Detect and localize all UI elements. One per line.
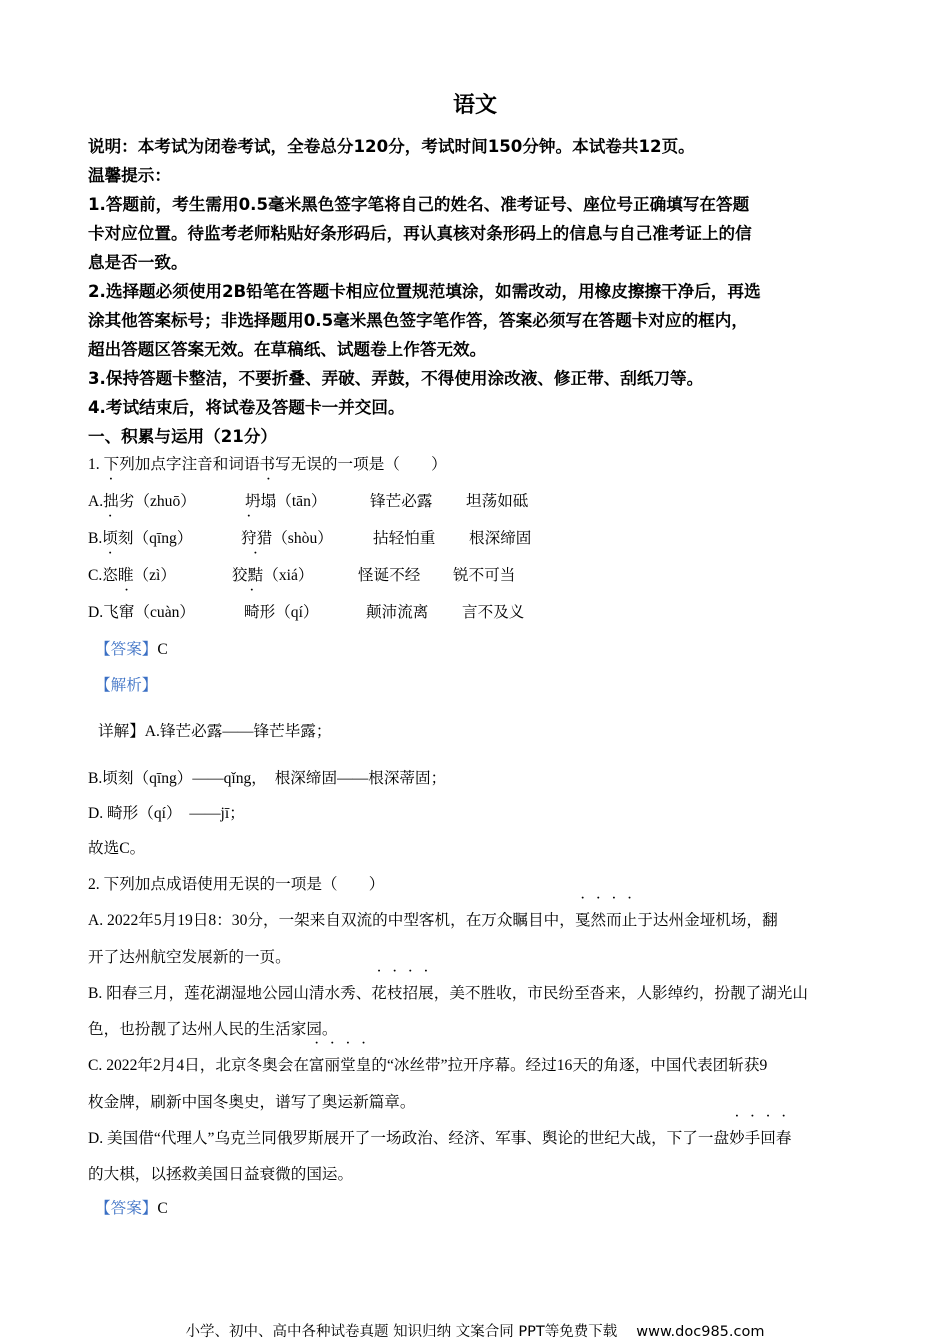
tip-4: 4.考试结束后，将试卷及答题卡一并交回。 [88, 398, 405, 417]
question-1-option-d [88, 595, 888, 631]
option-word: （cuàn） [134, 604, 196, 621]
question-2-answer [95, 1191, 168, 1227]
question-2-option-b-line-1: B. 阳春三月，莲花湖湿地公园山清水秀、花枝招展，美不胜收，市民纷至沓来，人影绰约，扮靓了湖光山 [88, 976, 808, 1012]
option-word: （tān） [276, 493, 327, 510]
answer-tag: 【答案】 [95, 641, 158, 658]
option-word: 形（qí） [259, 604, 319, 621]
option-idiom-2: 根深缔固 [469, 530, 532, 547]
tips-label: 温馨提示： [88, 166, 171, 185]
option-label: D. [88, 604, 104, 621]
dotted-char: 而 [606, 912, 622, 929]
dotted-char: 枝 [386, 985, 403, 1002]
dotted-idiom [575, 912, 637, 929]
tip-2-line-2: 涂其他答案标号；非选择题用0.5毫米黑色签字笔作答，答案必须写在答题卡对应的框内， [88, 311, 748, 330]
option-idiom-1: 怪诞不经 [358, 567, 421, 584]
option-label: C. [88, 567, 103, 584]
option-idiom-1: 颠沛流离 [366, 604, 429, 621]
footer-text: 小学、初中、高中各种试卷真题 知识归纳 文案合同 PPT等免费下载 www.doc985.com [185, 1324, 765, 1340]
tip-1-line-2: 卡对应位置。待监考老师粘贴好条形码后，再认真核对条形码上的信息与自己准考证上的信 [88, 224, 752, 243]
dotted-char: 黠 [247, 567, 264, 584]
question-2-option-a-line-1: A. 2022年5月19日8：30分，一架来自双流的中型客机，在万众瞩目中，戛然而止于达州金垭机场，翻 [88, 903, 778, 939]
answer-tag: 【答案】 [95, 1200, 158, 1217]
dotted-char: 止 [621, 912, 638, 929]
question-1-stem: 1. 下列加点字注音和词语书写无误的一项是（ ） [88, 456, 447, 473]
dotted-char: 然 [590, 912, 607, 929]
dotted-char: 花 [371, 985, 387, 1002]
dotted-char: 畸 [244, 604, 260, 621]
option-word-prefix: 飞 [103, 604, 119, 621]
dotted-char: 塌 [260, 493, 277, 510]
dotted-char: 富 [308, 1057, 325, 1074]
exam-instructions: 说明：本考试为闭卷考试，全卷总分120分，考试时间150分钟。本试卷共12页。 [88, 137, 695, 156]
question-2-option-b-line-2: 色，也扮靓了达州人民的生活家园。 [88, 1021, 338, 1038]
dotted-idiom [309, 1057, 371, 1074]
tip-3: 3.保持答题卡整洁，不要折叠、弄破、弄鼓，不得使用涂改液、修正带、刮纸刀等。 [88, 369, 704, 388]
analysis-detail-3: D. 畸形（qí） ——jī； [88, 805, 245, 822]
tip-1-line-3: 息是否一致。 [88, 253, 188, 272]
dotted-char: 恣 [102, 567, 118, 584]
dotted-char: 手 [744, 1130, 761, 1147]
option-label: B. [88, 530, 103, 547]
option-word: 睢（zì） [117, 567, 176, 584]
question-1-option-c [88, 558, 888, 594]
dotted-char: 皇 [355, 1057, 372, 1074]
option-idiom-2: 锐不可当 [453, 567, 516, 584]
question-1-analysis-tag [95, 668, 157, 704]
question-2-stem: 2. 下列加点成语使用无误的一项是（ ） [88, 876, 385, 893]
dotted-char: 妙 [729, 1130, 745, 1147]
option-idiom-2: 言不及义 [462, 604, 525, 621]
question-2-option-d-line-1: D. 美国借“代理人”乌克兰同俄罗斯展开了一场政治、经济、军事、舆论的世纪大战，下了一盘妙手回春 [88, 1121, 792, 1157]
question-1-option-a [88, 484, 888, 520]
dotted-char: 招 [402, 985, 419, 1002]
question-2-option-c-line-2: 枚金牌，刷新中国冬奥史，谱写了奥运新篇章。 [88, 1094, 416, 1111]
dotted-idiom [729, 1130, 791, 1147]
dotted-char: 丽 [324, 1057, 341, 1074]
analysis-conclusion: 故选C。 [88, 840, 146, 857]
dotted-char: 戛 [574, 912, 591, 929]
question-2-option-c-line-1: C. 2022年2月4日，北京冬奥会在富丽堂皇的“冰丝带”拉开序幕。经过16天的角逐，中国代表团斩获9 [88, 1048, 767, 1084]
analysis-detail-1: 详解】A.锋芒必露——锋芒毕露； [98, 723, 332, 740]
option-word-prefix: 狡 [232, 567, 248, 584]
question-2-option-d-line-2: 的大棋，以拯救美国日益衰微的国运。 [88, 1166, 354, 1183]
option-word: （xiá） [263, 567, 314, 584]
option-word: 猎（shòu） [256, 530, 333, 547]
dotted-char: 拙 [103, 493, 119, 510]
question-1-option-b [88, 521, 888, 557]
tip-1-line-1: 1.答题前，考生需用0.5毫米黑色签字笔将自己的姓名、准考证号、座位号正确填写在答题 [88, 195, 750, 214]
option-word: 刻（qīng） [117, 530, 193, 547]
dotted-idiom [371, 985, 433, 1002]
answer-value: C [157, 1200, 168, 1217]
question-2-option-a-line-2: 开了达州航空发展新的一页。 [88, 949, 291, 966]
dotted-char: 春 [775, 1130, 792, 1147]
dotted-char: 展 [418, 985, 434, 1002]
option-idiom-1: 拈轻怕重 [373, 530, 436, 547]
option-idiom-1: 锋芒必露 [370, 493, 433, 510]
option-idiom-2: 坦荡如砥 [466, 493, 529, 510]
analysis-tag: 【解析】 [95, 677, 158, 694]
answer-value: C [157, 641, 168, 658]
tip-2-line-1: 2.选择题必须使用2B铅笔在答题卡相应位置规范填涂，如需改动，用橡皮擦擦干净后，再选 [88, 282, 761, 301]
option-word-prefix: 坍 [245, 493, 261, 510]
tip-2-line-3: 超出答题区答案无效。在草稿纸、试题卷上作答无效。 [88, 340, 487, 359]
page-title: 语文 [452, 93, 497, 118]
option-label: A. [88, 493, 104, 510]
dotted-char: 狩 [241, 530, 257, 547]
analysis-detail-2: B.顷刻（qīng）——qǐng， 根深缔固——根深蒂固； [88, 770, 447, 787]
section-heading: 一、积累与运用（21分） [88, 427, 278, 446]
question-1-answer [95, 632, 168, 668]
option-word: 劣（zhuō） [118, 493, 196, 510]
dotted-char: 堂 [340, 1057, 356, 1074]
dotted-char: 顷 [102, 530, 118, 547]
dotted-char: 回 [760, 1130, 776, 1147]
dotted-char: 窜 [118, 604, 135, 621]
